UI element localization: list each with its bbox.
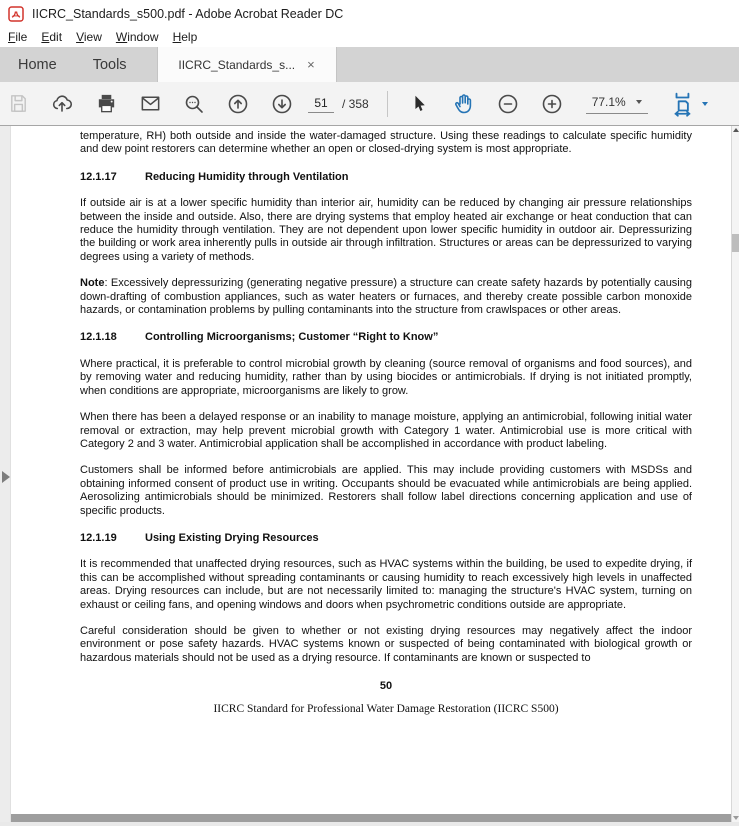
section-number: 12.1.18 bbox=[80, 331, 117, 344]
chevron-down-icon bbox=[702, 102, 708, 106]
tab-bar bbox=[0, 47, 739, 82]
paragraph: Customers shall be informed before antimicrobials are applied. This may include providing customers with MSDSs and obtaining informed consent of product use in writing. Occupants should be evacuated while antimicrobials are being applied. Aerosolizing antimicrobials should be minimized. Restorers shall follow label directions concerning application and use of specific products. bbox=[80, 464, 692, 517]
section-heading-12-1-18 bbox=[80, 331, 692, 344]
scroll-up-arrow-icon[interactable] bbox=[733, 128, 739, 132]
adobe-reader-icon bbox=[8, 6, 24, 22]
tab-home-label: Home bbox=[18, 56, 57, 73]
toolbar bbox=[0, 82, 739, 126]
tab-document[interactable] bbox=[157, 47, 337, 82]
section-title: Controlling Microorganisms; Customer “Right to Know” bbox=[145, 331, 439, 344]
chevron-down-icon bbox=[636, 100, 642, 104]
section-number: 12.1.19 bbox=[80, 531, 117, 544]
tab-document-label: IICRC_Standards_s... bbox=[178, 57, 296, 72]
scroll-down-arrow-icon[interactable] bbox=[733, 816, 739, 820]
menu-help[interactable]: Help bbox=[172, 30, 198, 44]
zoom-out-button[interactable] bbox=[496, 92, 520, 116]
section-heading-12-1-17 bbox=[80, 171, 692, 184]
tab-close-icon[interactable]: × bbox=[307, 57, 315, 72]
select-tool-button[interactable] bbox=[408, 92, 432, 116]
print-button[interactable] bbox=[94, 92, 118, 116]
pdf-page-content bbox=[80, 130, 692, 716]
toolbar-divider bbox=[387, 91, 388, 117]
canvas-below-page bbox=[11, 814, 731, 822]
menu-file[interactable]: File bbox=[8, 30, 28, 44]
navigation-pane-strip[interactable] bbox=[0, 126, 11, 822]
menu-edit[interactable]: Edit bbox=[41, 30, 63, 44]
tab-home[interactable] bbox=[0, 47, 75, 82]
horizontal-scrollbar[interactable] bbox=[0, 822, 739, 826]
zoom-level-dropdown[interactable] bbox=[586, 93, 648, 114]
upload-cloud-button[interactable] bbox=[50, 92, 74, 116]
title-bar bbox=[0, 0, 739, 27]
section-heading-12-1-19 bbox=[80, 532, 692, 545]
search-zoom-button[interactable] bbox=[182, 92, 206, 116]
window-title: IICRC_Standards_s500.pdf - Adobe Acrobat Reader DC bbox=[32, 6, 344, 21]
previous-page-button[interactable] bbox=[226, 92, 250, 116]
page-total-label: / 358 bbox=[342, 96, 369, 111]
paragraph: When there has been a delayed response or an inability to manage moisture, applying an antimicrobial, following initial water removal or extraction, may help prevent microbial growth with Category 1 water. Antimicrobial use is more critical with Category 2 and 3 water. Antimicrobial application shall be accomplished in accordance with product labeling. bbox=[80, 411, 692, 450]
section-title: Using Existing Drying Resources bbox=[145, 531, 319, 544]
section-number: 12.1.17 bbox=[80, 170, 117, 183]
pdf-page bbox=[11, 126, 731, 814]
section-title: Reducing Humidity through Ventilation bbox=[145, 170, 349, 183]
save-button[interactable] bbox=[6, 92, 30, 116]
note-label: Note bbox=[80, 277, 105, 290]
scrolling-page-icon bbox=[670, 91, 696, 117]
tab-tools[interactable] bbox=[75, 47, 145, 82]
paragraph: It is recommended that unaffected drying resources, such as HVAC systems within the building, be used to expedite drying, if this can be accomplished without spreading contaminants or causing humidity to reach excessively high levels in unaffected areas. Drying resources can include, but are not necessarily limited to: managing the structure's HVAC system, turning on exhaust or ceiling fans, and opening windows and doors when psychrometric conditions outside are appropriate. bbox=[80, 558, 692, 611]
next-page-button[interactable] bbox=[270, 92, 294, 116]
zoom-level-value: 77.1% bbox=[591, 95, 626, 109]
page-number-input[interactable] bbox=[308, 95, 334, 113]
vertical-scrollbar[interactable] bbox=[731, 126, 739, 822]
paragraph: Where practical, it is preferable to control microbial growth by cleaning (source removal of organisms and food sources), and by removing water and reducing humidity, rather than by using biocides or antimicrobials. If drying is not initiated promptly, when conditions are appropriate, microorganisms are likely to grow. bbox=[80, 357, 692, 397]
email-button[interactable] bbox=[138, 92, 162, 116]
vertical-scrollbar-thumb[interactable] bbox=[732, 234, 739, 252]
paragraph: If outside air is at a lower specific humidity than interior air, humidity can be reduced by changing air pressure relationships between the inside and outside. Also, there are drying systems that employ heated air exchange or heat conduction that can reduce the humidity through ventilation. They are not dependent upon lower specific humidity in outdoor air. Depressurizing the building or work area inherently pulls in outside air through infiltration. Structures or areas can be depressurized to varying degrees using a variety of methods. bbox=[80, 197, 692, 263]
menu-view[interactable]: View bbox=[76, 30, 102, 44]
zoom-in-button[interactable] bbox=[540, 92, 564, 116]
note-text: : Excessively depressurizing (generating negative pressure) a structure can create safety hazards by potentially causing down-drafting of combustion appliances, such as water heaters or furnaces, and thereby create possible carbon monoxide hazards, or contamination problems by pulling contaminants into the structure from crawlspaces or other areas. bbox=[80, 277, 692, 317]
page-footer-number: 50 bbox=[379, 680, 393, 693]
note-paragraph bbox=[80, 277, 692, 317]
paragraph: temperature, RH) both outside and inside the water-damaged structure. Using these readings to calculate specific humidity and dew point restorers can determine whether an open or closed-drying system is most appropriate. bbox=[80, 130, 692, 156]
hand-tool-button[interactable] bbox=[452, 92, 476, 116]
nav-pane-toggle-icon[interactable] bbox=[2, 471, 10, 483]
menu-window[interactable]: Window bbox=[115, 30, 159, 44]
menu-bar bbox=[0, 27, 739, 47]
tab-tools-label: Tools bbox=[92, 56, 127, 73]
page-footer-title: IICRC Standard for Professional Water Damage Restoration (IICRC S500) bbox=[213, 702, 559, 715]
page-display-mode-button[interactable] bbox=[670, 91, 708, 117]
paragraph: Careful consideration should be given to whether or not existing drying resources may negatively affect the indoor environment or pose safety hazards. HVAC systems known or suspected of being contaminated with biological growth or hazardous materials should not be used as a drying resource. If contaminants are known or suspected to bbox=[80, 624, 692, 664]
document-viewport bbox=[0, 126, 739, 826]
